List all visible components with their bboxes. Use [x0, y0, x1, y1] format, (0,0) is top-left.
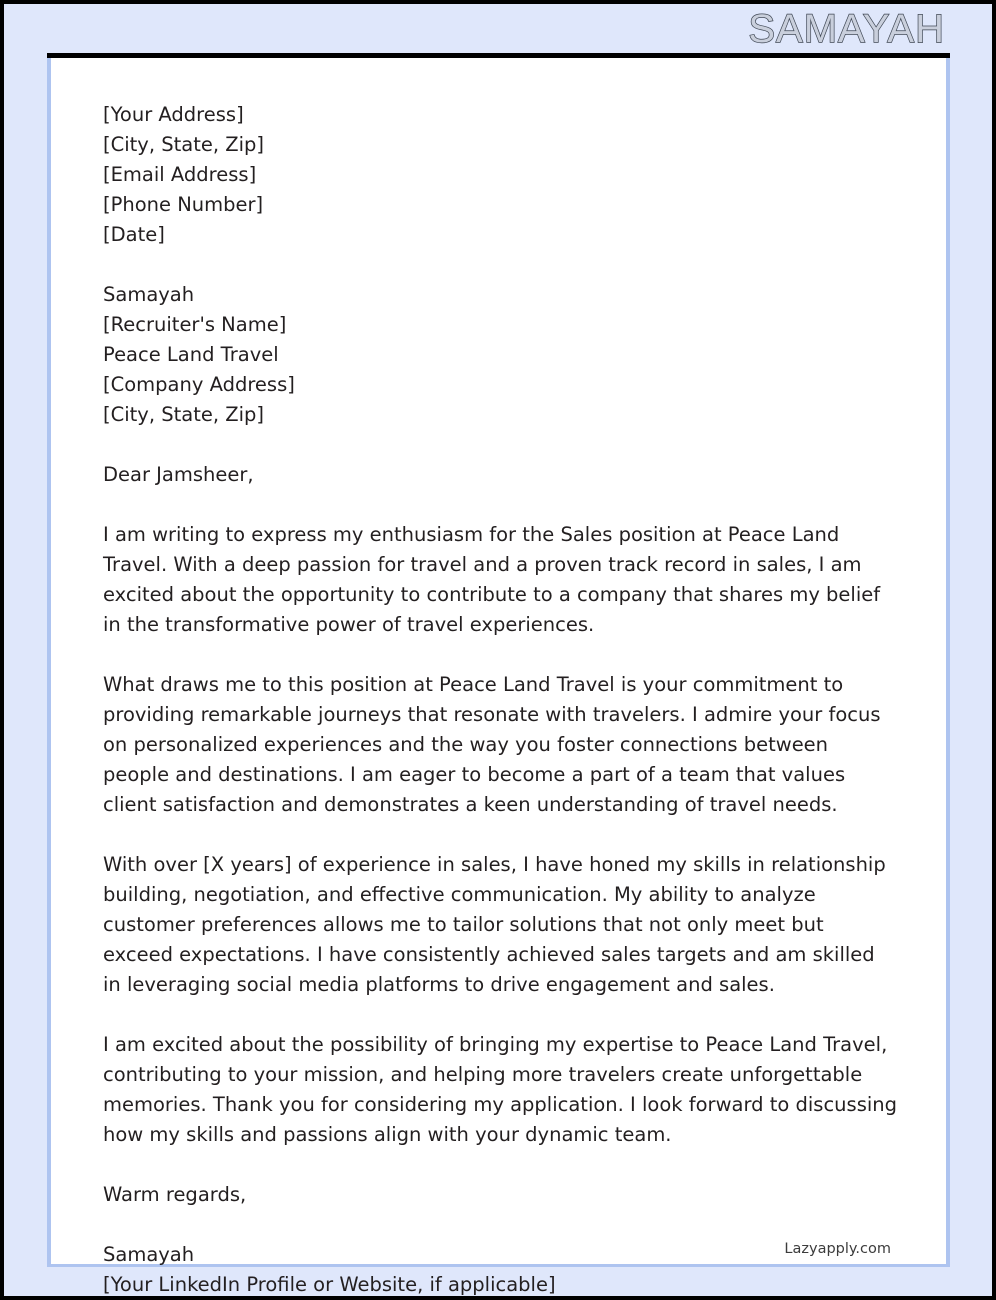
- sender-address-block: [103, 100, 898, 250]
- signature-name: Samayah: [103, 1243, 195, 1266]
- spacer: [103, 1000, 898, 1030]
- spacer: [103, 1150, 898, 1180]
- sender-address-line: [City, State, Zip]: [103, 133, 264, 156]
- letter-card: [47, 58, 950, 1296]
- recipient-address-line: Peace Land Travel: [103, 343, 279, 366]
- letterhead-name: SAMAYAH: [748, 6, 945, 51]
- closing-line: Warm regards,: [103, 1183, 247, 1206]
- recipient-address-line: Samayah: [103, 283, 195, 306]
- letter-paragraph: What draws me to this position at Peace Land Travel is your commitment to providing remarkable journeys that resonate with travelers. I admire your focus on personalized experiences and the way you foster connections between people and destinations. I am eager to become a part of a team that values client satisfaction and demonstrates a keen understanding of travel needs.: [103, 673, 881, 816]
- spacer: [103, 430, 898, 460]
- letter-paragraph: I am writing to express my enthusiasm for the Sales position at Peace Land Travel. With a deep passion for travel and a proven track record in sales, I am excited about the opportunity to contribute to a company that shares my belief in the transformative power of travel experiences.: [103, 523, 881, 636]
- spacer: [103, 490, 898, 520]
- letter-paragraph: With over [X years] of experience in sales, I have honed my skills in relationship building, negotiation, and effective communication. My ability to analyze customer preferences allows me to tailor solutions that not only meet but exceed expectations. I have consistently achieved sales targets and am skilled in leveraging social media platforms to drive engagement and sales.: [103, 853, 886, 996]
- letter-body: [103, 100, 898, 1296]
- letterhead: [4, 4, 992, 53]
- lazyapply-watermark: Lazyapply.com: [784, 1241, 891, 1257]
- recipient-address-block: [103, 280, 898, 430]
- sender-address-line: [Phone Number]: [103, 193, 264, 216]
- letter-paragraph: I am excited about the possibility of bringing my expertise to Peace Land Travel, contributing to your mission, and helping more travelers create unforgettable memories. Thank you for considering my application. I look forward to discussing how my skills and passions align with your dynamic team.: [103, 1033, 898, 1146]
- spacer: [103, 1210, 898, 1240]
- document-page: [4, 4, 992, 1296]
- spacer: [103, 250, 898, 280]
- signature-link-line: [Your LinkedIn Profile or Website, if applicable]: [103, 1273, 556, 1296]
- sender-address-line: [Email Address]: [103, 163, 257, 186]
- salutation: Dear Jamsheer,: [103, 463, 254, 486]
- sender-address-line: [Date]: [103, 223, 165, 246]
- recipient-address-line: [City, State, Zip]: [103, 403, 264, 426]
- recipient-address-line: [Company Address]: [103, 373, 295, 396]
- recipient-address-line: [Recruiter's Name]: [103, 313, 287, 336]
- sender-address-line: [Your Address]: [103, 103, 244, 126]
- spacer: [103, 820, 898, 850]
- spacer: [103, 640, 898, 670]
